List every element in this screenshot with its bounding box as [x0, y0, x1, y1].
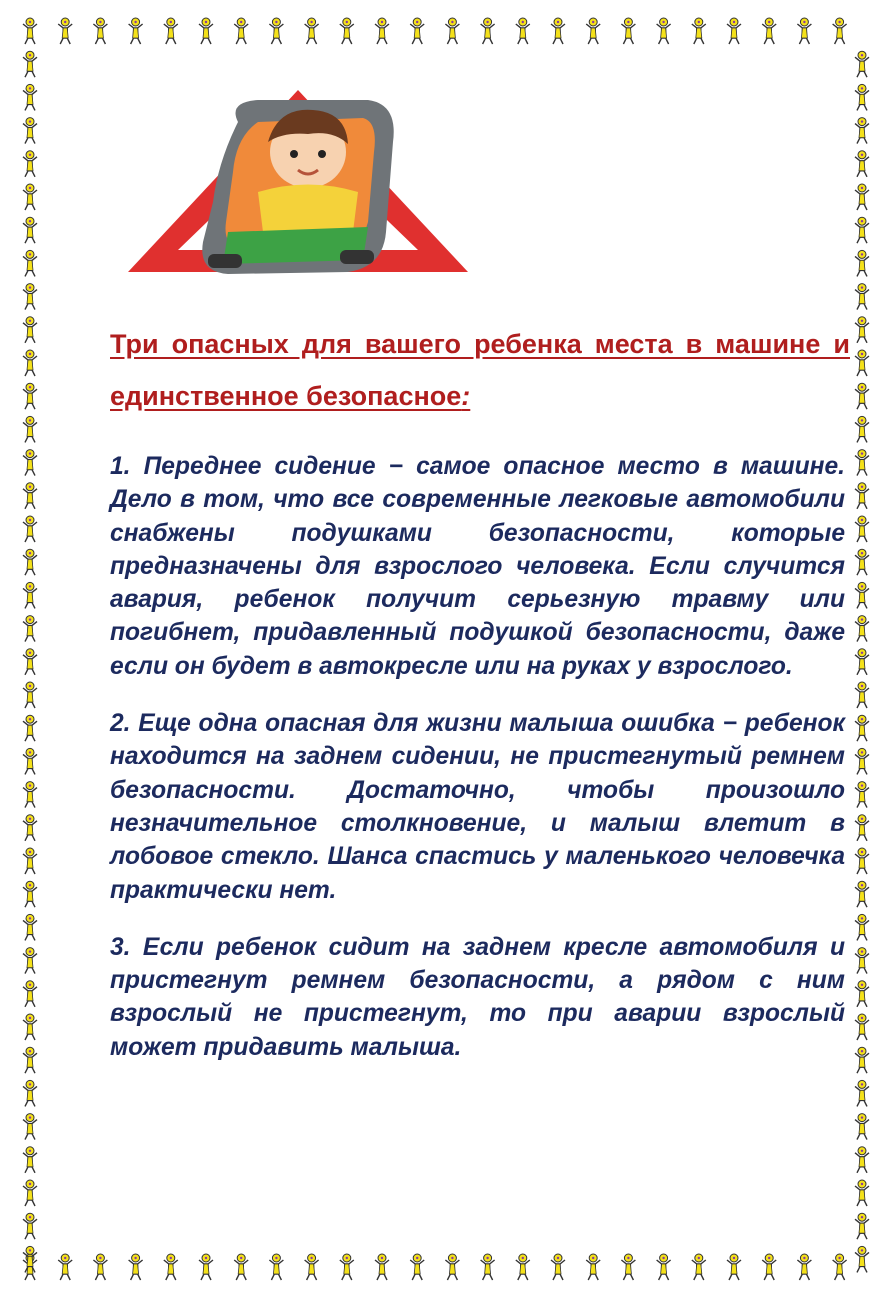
- child-figure-border-icon: [23, 815, 37, 841]
- child-figure-border-icon: [516, 1254, 530, 1280]
- child-figure-border-icon: [164, 1254, 178, 1280]
- child-figure-border-icon: [855, 1114, 869, 1140]
- child-figure-border-icon: [23, 217, 37, 243]
- child-car-seat-icon: [118, 82, 478, 292]
- child-figure-border-icon: [762, 1254, 776, 1280]
- child-figure-border-icon: [855, 1047, 869, 1073]
- child-figure-border-icon: [23, 84, 37, 110]
- child-figure-border-icon: [621, 18, 635, 44]
- child-figure-border-icon: [855, 284, 869, 310]
- child-figure-border-icon: [481, 1254, 495, 1280]
- child-figure-border-icon: [23, 914, 37, 940]
- child-figure-border-icon: [23, 549, 37, 575]
- child-figure-border-icon: [93, 18, 107, 44]
- child-figure-border-icon: [234, 18, 248, 44]
- child-figure-border-icon: [692, 1254, 706, 1280]
- child-figure-border-icon: [657, 18, 671, 44]
- child-figure-border-icon: [692, 18, 706, 44]
- paragraph-3: 3. Если ребенок сидит на заднем кресле автомобиля и пристегнут ремнем безопасности, а рядом с ним взрослый не пристегнут, то при аварии взрослый может придавить малыша.: [110, 933, 845, 1061]
- child-figure-border-icon: [445, 1254, 459, 1280]
- child-figure-border-icon: [340, 1254, 354, 1280]
- child-figure-border-icon: [855, 151, 869, 177]
- child-figure-border-icon: [855, 582, 869, 608]
- child-figure-border-icon: [727, 1254, 741, 1280]
- child-figure-border-icon: [23, 250, 37, 276]
- child-figure-border-icon: [23, 682, 37, 708]
- child-figure-border-icon: [855, 350, 869, 376]
- child-figure-border-icon: [481, 18, 495, 44]
- child-figure-border-icon: [23, 881, 37, 907]
- page-title: Три опасных для вашего ребенка места в машине и единственное безопасное:: [110, 329, 850, 411]
- child-figure-border-icon: [199, 18, 213, 44]
- child-figure-border-icon: [855, 549, 869, 575]
- child-figure-border-icon: [855, 815, 869, 841]
- child-figure-border-icon: [855, 483, 869, 509]
- child-figure-border-icon: [727, 18, 741, 44]
- child-figure-border-icon: [855, 118, 869, 144]
- paragraph-2: 2. Еще одна опасная для жизни малыша ошибка − ребенок находится на заднем сидении, не пристегнутый ремнем безопасности. Достаточно, чтобы произошло незначительное столкновение, и малыш влетит в лобовое стекло. Шанса спастись у маленького человечка практически нет.: [110, 710, 845, 904]
- child-figure-border-icon: [445, 18, 459, 44]
- child-figure-border-icon: [23, 18, 37, 44]
- child-figure-border-icon: [23, 450, 37, 476]
- child-figure-border-icon: [23, 416, 37, 442]
- child-figure-border-icon: [23, 616, 37, 642]
- child-figure-border-icon: [93, 1254, 107, 1280]
- child-figure-border-icon: [657, 1254, 671, 1280]
- child-figure-border-icon: [621, 1254, 635, 1280]
- child-figure-border-icon: [855, 782, 869, 808]
- child-figure-border-icon: [305, 18, 319, 44]
- child-figure-border-icon: [129, 18, 143, 44]
- child-figure-border-icon: [23, 151, 37, 177]
- child-figure-border-icon: [855, 317, 869, 343]
- child-figure-border-icon: [410, 1254, 424, 1280]
- child-figure-border-icon: [23, 1180, 37, 1206]
- child-figure-border-icon: [199, 1254, 213, 1280]
- child-figure-border-icon: [762, 18, 776, 44]
- heading-colon: :: [461, 381, 471, 411]
- child-figure-border-icon: [23, 184, 37, 210]
- child-figure-border-icon: [855, 1180, 869, 1206]
- child-figure-border-icon: [833, 1254, 847, 1280]
- child-figure-border-icon: [23, 1014, 37, 1040]
- child-figure-border-icon: [855, 981, 869, 1007]
- child-figure-border-icon: [855, 715, 869, 741]
- child-figure-border-icon: [58, 1254, 72, 1280]
- child-figure-border-icon: [23, 848, 37, 874]
- child-figure-border-icon: [855, 250, 869, 276]
- child-figure-border-icon: [23, 748, 37, 774]
- child-figure-border-icon: [23, 1114, 37, 1140]
- child-figure-border-icon: [375, 18, 389, 44]
- child-figure-border-icon: [23, 981, 37, 1007]
- child-figure-border-icon: [269, 18, 283, 44]
- child-figure-border-icon: [58, 18, 72, 44]
- child-figure-border-icon: [23, 582, 37, 608]
- child-figure-border-icon: [551, 1254, 565, 1280]
- child-figure-border-icon: [23, 350, 37, 376]
- child-figure-border-icon: [855, 1147, 869, 1173]
- child-figure-border-icon: [23, 1147, 37, 1173]
- child-figure-border-icon: [855, 217, 869, 243]
- child-figure-border-icon: [855, 1080, 869, 1106]
- child-figure-border-icon: [551, 18, 565, 44]
- child-figure-border-icon: [855, 848, 869, 874]
- child-figure-border-icon: [164, 18, 178, 44]
- child-figure-border-icon: [340, 18, 354, 44]
- child-figure-border-icon: [23, 383, 37, 409]
- child-figure-border-icon: [855, 881, 869, 907]
- child-figure-border-icon: [23, 317, 37, 343]
- child-figure-border-icon: [305, 1254, 319, 1280]
- child-figure-border-icon: [23, 51, 37, 77]
- child-figure-border-icon: [797, 18, 811, 44]
- child-figure-border-icon: [855, 616, 869, 642]
- child-figure-border-icon: [833, 18, 847, 44]
- child-figure-border-icon: [375, 1254, 389, 1280]
- child-figure-border-icon: [23, 1213, 37, 1239]
- child-figure-border-icon: [586, 1254, 600, 1280]
- child-figure-border-icon: [855, 184, 869, 210]
- child-figure-border-icon: [855, 383, 869, 409]
- child-figure-border-icon: [23, 284, 37, 310]
- child-figure-border-icon: [855, 416, 869, 442]
- child-figure-border-icon: [855, 1213, 869, 1239]
- child-figure-border-icon: [855, 1014, 869, 1040]
- child-figure-border-icon: [855, 948, 869, 974]
- child-figure-border-icon: [23, 948, 37, 974]
- child-figure-border-icon: [23, 715, 37, 741]
- child-figure-border-icon: [23, 649, 37, 675]
- child-figure-border-icon: [516, 18, 530, 44]
- child-figure-border-icon: [269, 1254, 283, 1280]
- child-figure-border-icon: [855, 51, 869, 77]
- child-figure-border-icon: [23, 782, 37, 808]
- article-body: [110, 450, 845, 1088]
- child-figure-border-icon: [23, 118, 37, 144]
- child-figure-border-icon: [855, 1246, 869, 1272]
- child-figure-border-icon: [410, 18, 424, 44]
- child-figure-border-icon: [855, 450, 869, 476]
- child-figure-border-icon: [855, 84, 869, 110]
- child-figure-border-icon: [586, 18, 600, 44]
- child-figure-border-icon: [855, 914, 869, 940]
- child-figure-border-icon: [129, 1254, 143, 1280]
- child-figure-border-icon: [855, 748, 869, 774]
- child-figure-border-icon: [234, 1254, 248, 1280]
- paragraph-1: 1. Переднее сидение − самое опасное место в машине. Дело в том, что все современные легковые автомобили снабжены подушками безопасности, которые предназначены для взрослого человека. Если случится авария, ребенок получит серьезную травму или погибнет, придавленный подушкой безопасности, даже если он будет в автокресле или на руках у взрослого.: [110, 453, 845, 680]
- child-figure-border-icon: [855, 516, 869, 542]
- child-figure-border-icon: [855, 682, 869, 708]
- child-figure-border-icon: [23, 516, 37, 542]
- child-figure-border-icon: [855, 649, 869, 675]
- child-figure-border-icon: [797, 1254, 811, 1280]
- child-figure-border-icon: [23, 483, 37, 509]
- child-figure-border-icon: [23, 1047, 37, 1073]
- child-figure-border-icon: [23, 1080, 37, 1106]
